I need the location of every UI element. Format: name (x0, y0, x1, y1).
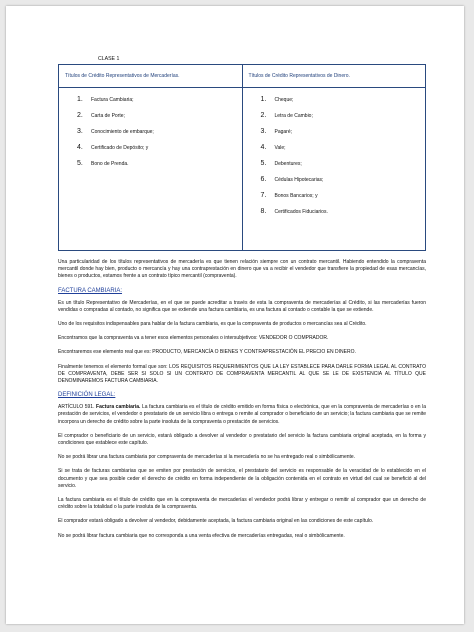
list-item: 3. Pagaré; (260, 128, 293, 135)
intro-paragraph: Una particularidad de los títulos representativos de mercadería es que tienen relación siempre con un contrato mercantil. Habiendo entendido la compraventa mercantil donde hay bien, producto o mercancía y hay una contraprestación en dinero que va a recibir el vendedor que transfiere la propiedad de esas mercancías, bienes o productos, estamos frente a un contrato típico mercantil (compraventa). (58, 259, 426, 280)
right-column-cell (242, 88, 426, 251)
paragraph: Uno de los requisitos indispensables para hablar de la factura cambiaria, es que la compraventa de productos o mercancías sea al Crédito. (58, 321, 367, 328)
list-item: 3. Conocimiento de embarque; (77, 128, 154, 135)
list-item: 4. Vale; (260, 144, 286, 151)
paragraph: Encontraremos ese elemento real que es: PRODUCTO, MERCANCÍA O BIENES Y CONTRAPRESTACIÓN EL PRECIO EN DINERO. (58, 349, 356, 356)
paragraph: Es un título Representativo de Mercaderías, en el que se puede acreditar a través de esta la compraventa de mercaderías al Crédito, si las mercaderías fueron vendidas o compradas al contado, no significa que se extiende una factura cambiaria, es una factura al contado o contable la que se extiende. (58, 299, 426, 313)
class-label: CLASE 1 (98, 56, 120, 62)
list-item: 2. Carta de Porte; (77, 112, 125, 119)
money-titles-list (261, 96, 422, 224)
list-item: 5. Debentures; (260, 160, 302, 167)
right-column-header: Títulos de Crédito Representativos de Dinero. (242, 65, 426, 88)
list-item: 1. Factura Cambiaria; (77, 96, 134, 103)
document-page (6, 6, 464, 624)
paragraph: Encontramos que la compraventa va a tener esos elementos personales o intersubjetivos: VENDEDOR O COMPRADOR. (58, 335, 329, 342)
article-paragraph (58, 404, 426, 426)
list-item: 5. Bono de Prenda. (77, 160, 129, 167)
paragraph: El comprador estará obligado a devolver al vendedor, debidamente aceptada, la factura cambiaria original en las condiciones de este capítulo. (58, 518, 374, 525)
article-body: La factura cambiaria es el título de crédito emitido en forma física o electrónica, que en la compraventa de mercaderías o en la prestación de servicios, el vendedor o prestatario de un servicio libra o entrega o remite al comprador o beneficiario de un servicio; la factura cambiaria que se remite incorpora un derecho de crédito sobre la parte insoluta de la compraventa o prestación de servicios. (58, 404, 427, 425)
list-item: 6. Cédulas Hipotecarias; (260, 176, 324, 183)
list-item: 4. Certificado de Depósito; y (77, 144, 149, 151)
left-column-header: Títulos de Crédito Representativos de Mercaderías. (59, 65, 243, 88)
paragraph: No se podrá librar una factura cambiaria por compraventa de mercaderías si la mercadería no se ha entregado real o simbólicamente. (58, 454, 356, 461)
article-title: Factura cambiaria. (96, 404, 141, 411)
factura-cambiaria-heading: FACTURA CAMBIARIA: (58, 287, 123, 294)
paragraph: Finalmente tenemos el elemento formal que son: LOS REQUISITOS REQUERIMIENTOS QUE LA LEY ESTABLECE PARA DARLE FORMA LEGAL AL CONTRATO DE COMPRAVENTA, DEBE SER SI SOLO SI UN CONTRATO DE COMPRAVENTA MERCANTIL AL QUE SE LE DE EXISTENCIA AL TÍTULO QUE DENOMINAREMOS FACTURA CAMBIARIA. (58, 363, 426, 385)
list-item: 2. Letra de Cambio; (260, 112, 313, 119)
list-item: 1. Cheque; (260, 96, 294, 103)
paragraph: No se podrá librar factura cambiaria que no corresponda a una venta efectiva de mercaderías entregadas, real o simbólicamente. (58, 532, 345, 539)
merchandise-titles-list (77, 96, 238, 176)
list-item: 8. Certificados Fiduciarios. (260, 208, 328, 215)
paragraph: El comprador o beneficiario de un servicio, estará obligado a devolver al vendedor o prestatario del servicio la factura cambiaria original aceptada, en la forma y condiciones que establece este capítulo. (58, 432, 426, 447)
legal-definition-heading: DEFINICIÓN LEGAL: (58, 392, 116, 399)
paragraph: La factura cambiaria es el título de crédito que en la compraventa de mercaderías el vendedor podrá librar y entregar o remitir al comprador que un derecho de crédito sobre la totalidad o la parte insoluta de la compraventa. (58, 497, 426, 511)
classification-table (58, 64, 426, 251)
article-number: ARTÍCULO 591. (58, 404, 95, 411)
page-content (58, 56, 426, 547)
left-column-cell (59, 88, 243, 251)
paragraph: Si se trata de facturas cambiarias que se emiten por prestación de servicios, el prestatario del servicio es responsable de la veracidad de lo establecido en el documento y que sea posible ceder el derecho de crédito en forma independiente de la obligación contenida en el contrato en virtud del cual se benefició al del servicio. (58, 468, 426, 489)
list-item: 7. Bonos Bancarios; y (260, 192, 318, 199)
